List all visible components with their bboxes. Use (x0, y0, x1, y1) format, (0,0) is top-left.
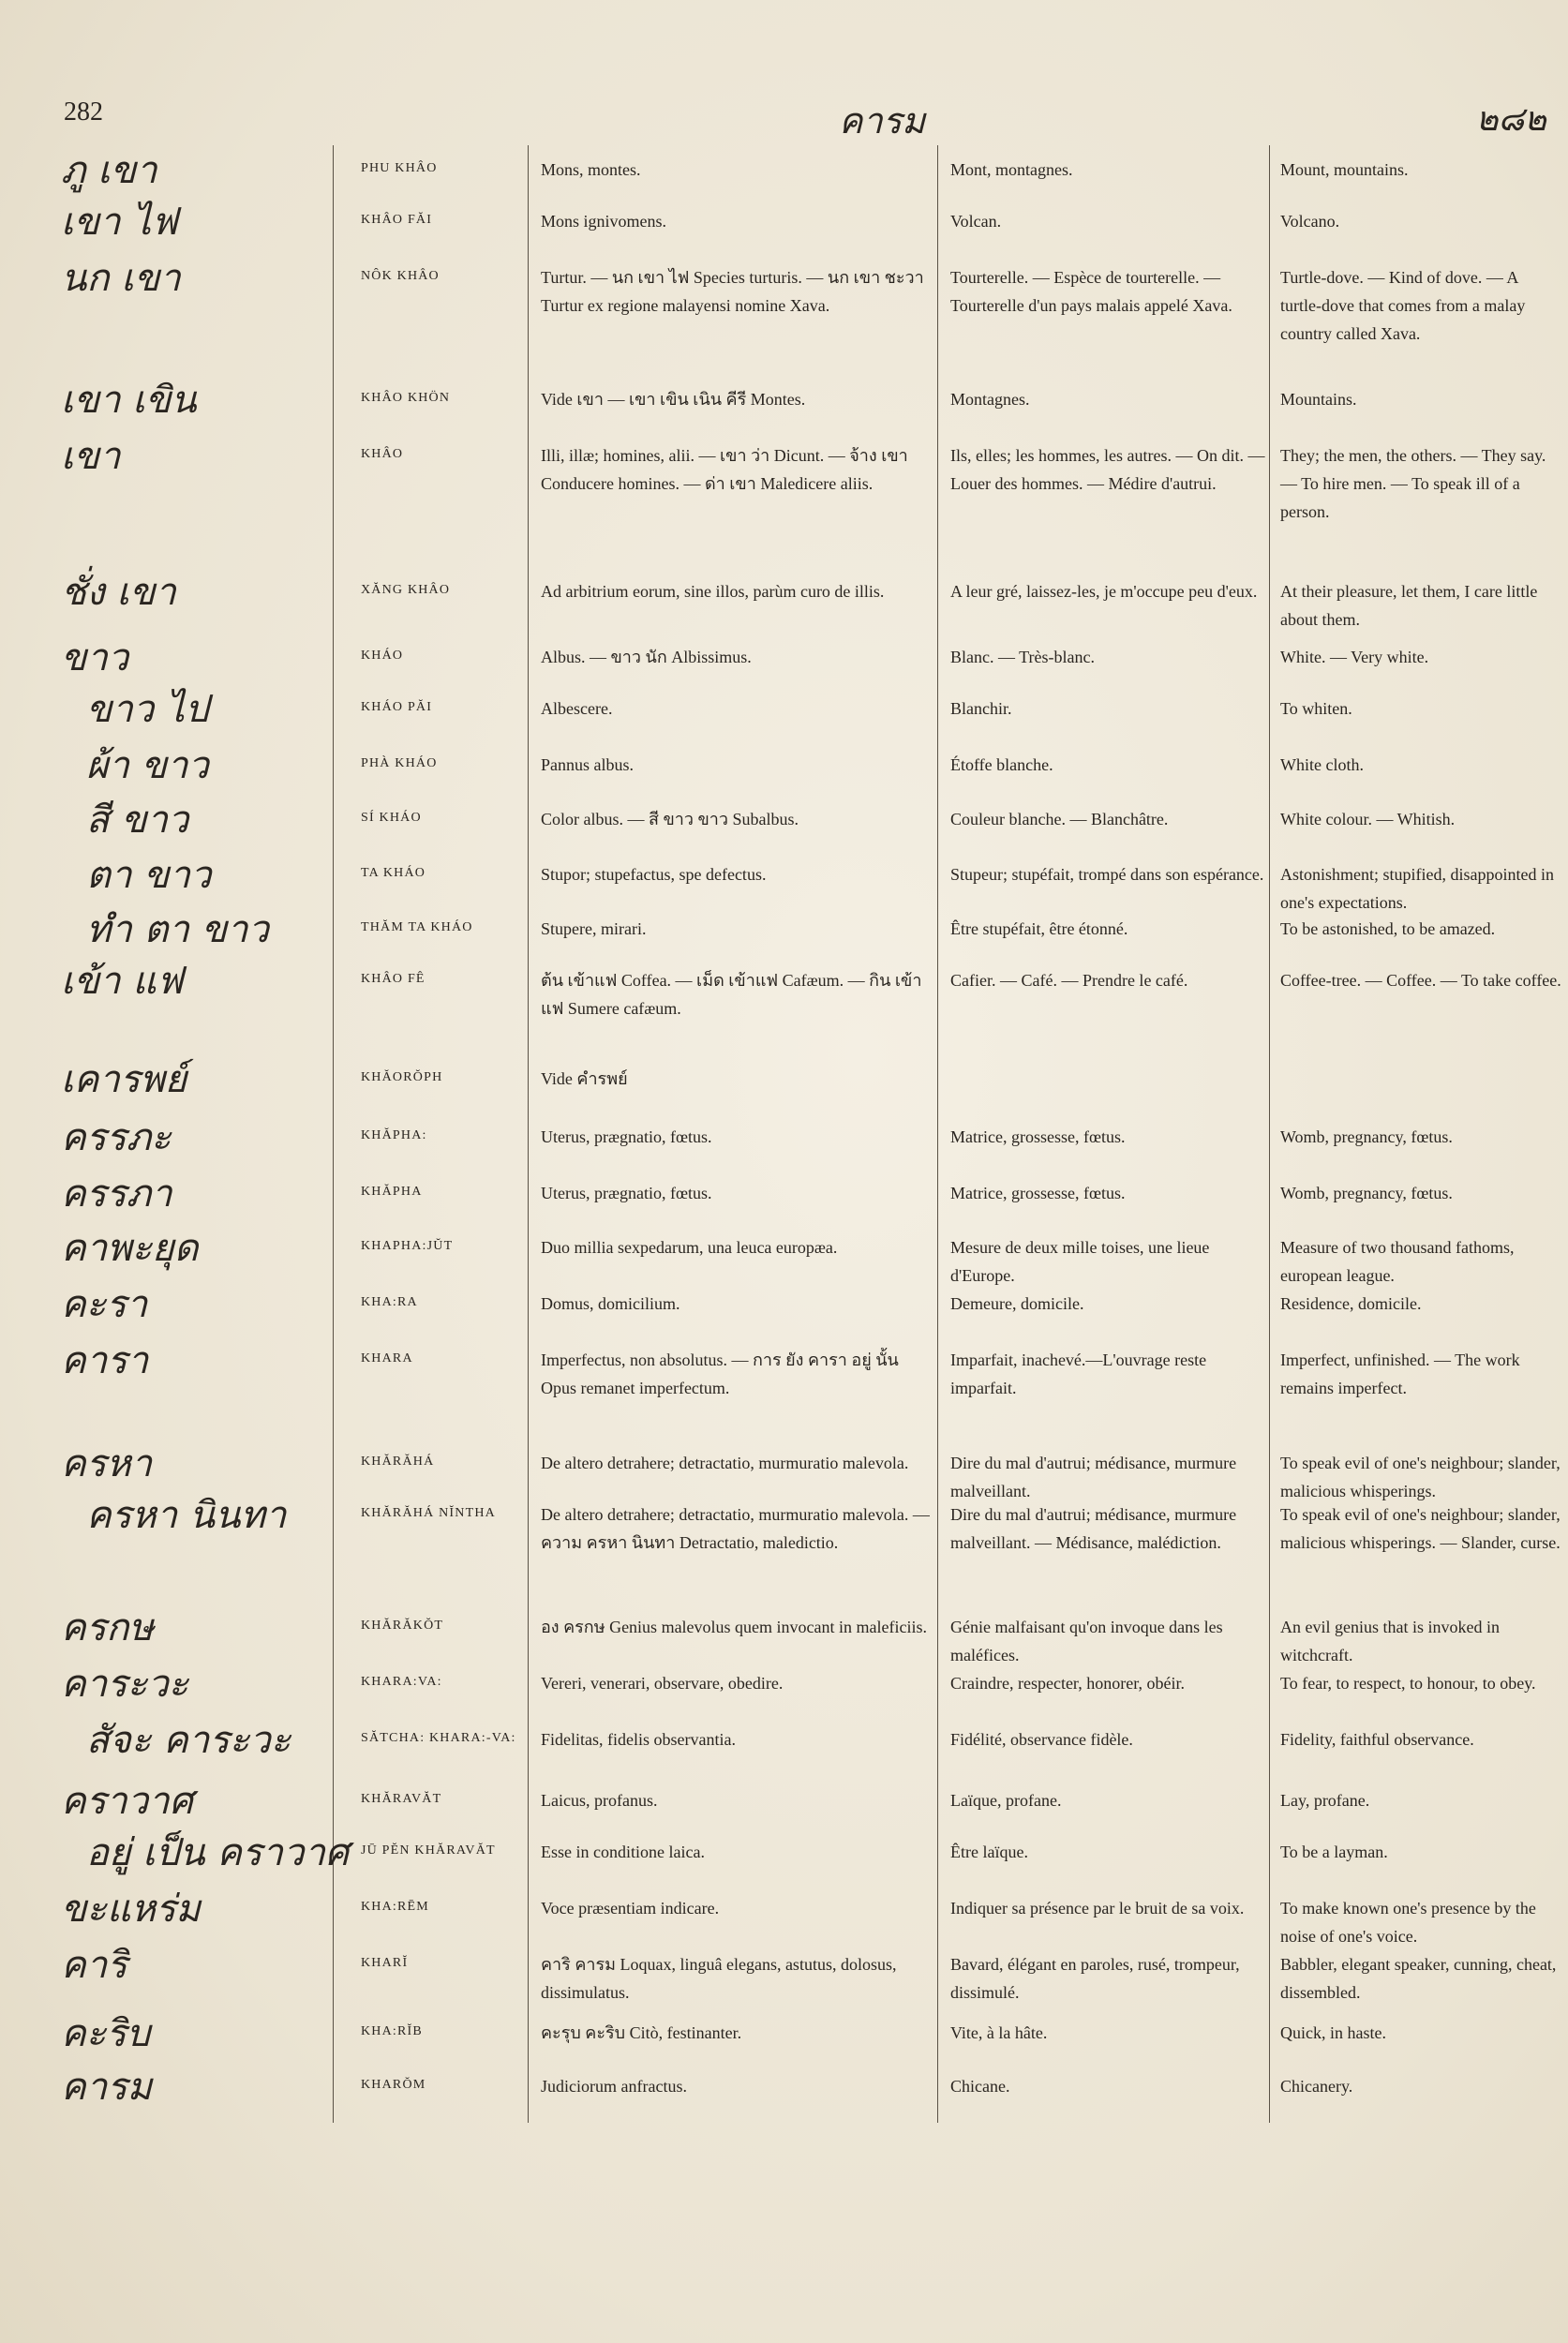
latin-definition: Laicus, profanus. (541, 1791, 658, 1810)
english-definition: Womb, pregnancy, fœtus. (1280, 1127, 1453, 1146)
romanization: THĂM TA KHÁO (361, 920, 473, 934)
romanization: KHÁO PĂI (361, 700, 433, 714)
romanization: KHĂRAVĂT (361, 1792, 442, 1806)
romanization: KHARA:VA: (361, 1675, 442, 1689)
thai-headword: คะริบ (61, 2012, 151, 2055)
latin-definition: De altero detrahere; detractatio, murmuratio malevola. — ความ ครหา นินทา Detractatio, maledictio. (541, 1505, 930, 1552)
english-definition: Volcano. (1280, 212, 1340, 231)
latin-definition: Pannus albus. (541, 755, 634, 774)
romanization: JŪ PĔN KHĂRAVĂT (361, 1843, 496, 1858)
thai-headword: เขา เขิน (61, 379, 197, 422)
romanization: KHÂO KHÖN (361, 391, 451, 405)
english-definition: Astonishment; stupified, disappointed in one's expectations. (1280, 865, 1554, 912)
romanization: TA KHÁO (361, 866, 426, 880)
thai-headword: คาริ (61, 1944, 127, 1987)
french-definition: Tourterelle. — Espèce de tourterelle. — Tourterelle d'un pays malais appelé Xava. (950, 268, 1232, 315)
latin-definition: Color albus. — สี ขาว ขาว Subalbus. (541, 810, 799, 828)
english-definition: Quick, in haste. (1280, 2023, 1386, 2042)
french-definition: Dire du mal d'autrui; médisance, murmure malveillant. (950, 1454, 1237, 1500)
french-definition: Blanchir. (950, 699, 1012, 718)
thai-headword: คาพะยุด (61, 1227, 199, 1270)
latin-definition: Fidelitas, fidelis observantia. (541, 1730, 736, 1749)
latin-definition: Uterus, prægnatio, fœtus. (541, 1184, 712, 1202)
english-definition: Measure of two thousand fathoms, european league. (1280, 1238, 1515, 1285)
latin-definition: Stupere, mirari. (541, 919, 647, 938)
thai-headword: ครกษ (61, 1606, 154, 1649)
english-definition: To whiten. (1280, 699, 1352, 718)
latin-definition: Uterus, prægnatio, fœtus. (541, 1127, 712, 1146)
english-definition: White colour. — Whitish. (1280, 810, 1456, 828)
romanization: PHÀ KHÁO (361, 756, 438, 770)
latin-definition: Vereri, venerari, observare, obedire. (541, 1674, 784, 1693)
romanization: KHÁO (361, 649, 404, 663)
latin-definition: De altero detrahere; detractatio, murmuratio malevola. (541, 1454, 909, 1472)
french-definition: Mont, montagnes. (950, 160, 1073, 179)
romanization: KHĂPHA: (361, 1128, 427, 1142)
romanization: KHÂO (361, 447, 404, 461)
english-definition: Chicanery. (1280, 2077, 1353, 2096)
english-definition: To be astonished, to be amazed. (1280, 919, 1496, 938)
thai-headword: ตา ขาว (86, 854, 212, 897)
english-definition: Imperfect, unfinished. — The work remains imperfect. (1280, 1351, 1520, 1397)
french-definition: Matrice, grossesse, fœtus. (950, 1127, 1126, 1146)
romanization: NÔK KHÂO (361, 269, 440, 283)
english-definition: Babbler, elegant speaker, cunning, cheat, dissembled. (1280, 1955, 1557, 2002)
english-definition: White cloth. (1280, 755, 1364, 774)
french-definition: Être stupéfait, être étonné. (950, 919, 1128, 938)
french-definition: Dire du mal d'autrui; médisance, murmure malveillant. — Médisance, malédiction. (950, 1505, 1237, 1552)
latin-definition: Voce præsentiam indicare. (541, 1899, 720, 1918)
latin-definition: Duo millia sexpedarum, una leuca europæa. (541, 1238, 838, 1257)
french-definition: Laïque, profane. (950, 1791, 1062, 1810)
romanization: KHA:RĬB (361, 2024, 423, 2038)
thai-headword: ชั่ง เขา (61, 571, 176, 614)
latin-definition: Domus, domicilium. (541, 1294, 680, 1313)
page-number-right: ๒๘๒ (1475, 100, 1546, 139)
page-header (56, 92, 1546, 142)
romanization: KHĂRĂHÁ NĬNTHA (361, 1506, 496, 1520)
french-definition: Montagnes. (950, 390, 1030, 409)
thai-headword: คารม (61, 2066, 153, 2109)
thai-headword: ครรภา (61, 1172, 172, 1216)
thai-headword: คารา (61, 1339, 149, 1382)
english-definition: Turtle-dove. — Kind of dove. — A turtle-dove that comes from a malay country called Xava. (1280, 268, 1526, 343)
latin-definition: Vide เขา — เขา เขิน เนิน คีรี Montes. (541, 390, 806, 409)
french-definition: Chicane. (950, 2077, 1010, 2096)
romanization: KHARŎM (361, 2078, 426, 2092)
thai-headword: สี ขาว (86, 798, 189, 842)
french-definition: Volcan. (950, 212, 1002, 231)
english-definition: To speak evil of one's neighbour; slander, malicious whisperings. (1280, 1454, 1561, 1500)
english-definition: Womb, pregnancy, fœtus. (1280, 1184, 1453, 1202)
french-definition: Être laïque. (950, 1843, 1028, 1861)
french-definition: Couleur blanche. — Blanchâtre. (950, 810, 1169, 828)
latin-definition: Esse in conditione laica. (541, 1843, 705, 1861)
french-definition: Vite, à la hâte. (950, 2023, 1048, 2042)
latin-definition: คาริ คารม Loquax, linguâ elegans, astutus, dolosus, dissimulatus. (541, 1955, 897, 2002)
romanization: KHĂRĂKŎT (361, 1619, 444, 1633)
thai-headword: ขะแหร่ม (61, 1888, 201, 1931)
english-definition: Residence, domicile. (1280, 1294, 1422, 1313)
thai-headword: ครรภะ (61, 1116, 172, 1159)
thai-headword: สัจะ คาระวะ (86, 1719, 291, 1762)
thai-headword: คะรา (61, 1283, 148, 1326)
french-definition: Cafier. — Café. — Prendre le café. (950, 971, 1188, 990)
english-definition: Mountains. (1280, 390, 1357, 409)
latin-definition: Imperfectus, non absolutus. — การ ยัง คารา อยู่ นั้น Opus remanet imperfectum. (541, 1351, 899, 1397)
column-divider (528, 145, 529, 2123)
french-definition: Indiquer sa présence par le bruit de sa voix. (950, 1899, 1245, 1918)
romanization: KHA:RA (361, 1295, 418, 1309)
latin-definition: Stupor; stupefactus, spe defectus. (541, 865, 767, 884)
latin-definition: Ad arbitrium eorum, sine illos, parùm curo de illis. (541, 582, 885, 601)
column-divider (937, 145, 938, 2123)
thai-headword: ขาว (61, 636, 129, 679)
thai-headword: เขา ไฟ (61, 201, 178, 244)
thai-headword: อยู่ เป็น คราวาศ (86, 1831, 350, 1874)
french-definition: Stupeur; stupéfait, trompé dans son espérance. (950, 865, 1264, 884)
column-divider (1269, 145, 1270, 2123)
romanization: KHARA (361, 1351, 413, 1366)
latin-definition: คะรุบ คะริบ Citò, festinanter. (541, 2023, 742, 2042)
french-definition: Imparfait, inachevé.—L'ouvrage reste imparfait. (950, 1351, 1207, 1397)
latin-definition: Turtur. — นก เขา ไฟ Species turturis. — นก เขา ชะวา Turtur ex regione malayensi nomine Xava. (541, 268, 924, 315)
french-definition: Fidélité, observance fidèle. (950, 1730, 1133, 1749)
french-definition: Mesure de deux mille toises, une lieue d'Europe. (950, 1238, 1210, 1285)
latin-definition: Mons, montes. (541, 160, 641, 179)
latin-definition: Albus. — ขาว นัก Albissimus. (541, 648, 752, 666)
thai-headword: คาระวะ (61, 1663, 189, 1706)
french-definition: Matrice, grossesse, fœtus. (950, 1184, 1126, 1202)
english-definition: Lay, profane. (1280, 1791, 1370, 1810)
thai-headword: ทำ ตา ขาว (86, 908, 269, 951)
thai-headword: ครหา (61, 1442, 153, 1485)
english-definition: To be a layman. (1280, 1843, 1388, 1861)
latin-definition: ต้น เข้าแฟ Coffea. — เม็ด เข้าแฟ Cafæum. — กิน เข้าแฟ Sumere cafæum. (541, 971, 922, 1018)
romanization: SĂTCHA: KHARA:-VA: (361, 1731, 516, 1745)
english-definition: To speak evil of one's neighbour; slander, malicious whisperings. — Slander, curse. (1280, 1505, 1561, 1552)
english-definition: Fidelity, faithful observance. (1280, 1730, 1474, 1749)
romanization: SÍ KHÁO (361, 811, 422, 825)
latin-definition: Illi, illæ; homines, alii. — เขา ว่า Dicunt. — จ้าง เขา Conducere homines. — ด่า เขา Maledicere aliis. (541, 446, 908, 493)
romanization: KHĂRĂHÁ (361, 1455, 435, 1469)
thai-headword: ผ้า ขาว (86, 744, 209, 787)
romanization: KHÂO FÊ (361, 972, 426, 986)
french-definition: A leur gré, laissez-les, je m'occupe peu d'eux. (950, 582, 1258, 601)
romanization: KHĂORŎPH (361, 1070, 443, 1084)
romanization: KHA:RĒM (361, 1900, 429, 1914)
thai-headword: ขาว ไป (86, 688, 209, 731)
latin-definition: Vide คำรพย์ (541, 1069, 628, 1088)
french-definition: Génie malfaisant qu'on invoque dans les maléfices. (950, 1618, 1223, 1664)
running-head-word: คารม (839, 100, 926, 142)
romanization: KHAPHA:JŬT (361, 1239, 454, 1253)
latin-definition: Albescere. (541, 699, 613, 718)
english-definition: White. — Very white. (1280, 648, 1429, 666)
thai-headword: เขา (61, 435, 121, 478)
french-definition: Étoffe blanche. (950, 755, 1053, 774)
french-definition: Craindre, respecter, honorer, obéir. (950, 1674, 1185, 1693)
thai-headword: เข้า แฟ (61, 960, 184, 1003)
romanization: KHĂPHA (361, 1185, 423, 1199)
thai-headword: คราวาศ (61, 1780, 194, 1823)
english-definition: Mount, mountains. (1280, 160, 1409, 179)
thai-headword: เคารพย์ (61, 1058, 187, 1101)
romanization: XĂNG KHÂO (361, 583, 451, 597)
english-definition: At their pleasure, let them, I care little about them. (1280, 582, 1538, 629)
latin-definition: Mons ignivomens. (541, 212, 667, 231)
romanization: KHARĬ (361, 1956, 409, 1970)
english-definition: They; the men, the others. — They say. — To hire men. — To speak ill of a person. (1280, 446, 1546, 521)
english-definition: To make known one's presence by the noise of one's voice. (1280, 1899, 1536, 1946)
english-definition: An evil genius that is invoked in witchcraft. (1280, 1618, 1500, 1664)
latin-definition: Judiciorum anfractus. (541, 2077, 687, 2096)
romanization: PHU KHÂO (361, 161, 438, 175)
thai-headword: นก เขา (61, 257, 181, 300)
english-definition: Coffee-tree. — Coffee. — To take coffee. (1280, 971, 1561, 990)
column-divider (333, 145, 334, 2123)
latin-definition: อง ครกษ Genius malevolus quem invocant in maleficiis. (541, 1618, 927, 1636)
thai-headword: ภู เขา (61, 149, 157, 192)
french-definition: Ils, elles; les hommes, les autres. — On dit. — Louer des hommes. — Médire d'autrui. (950, 446, 1265, 493)
french-definition: Demeure, domicile. (950, 1294, 1084, 1313)
thai-headword: ครหา นินทา (86, 1494, 287, 1537)
french-definition: Bavard, élégant en paroles, rusé, trompeur, dissimulé. (950, 1955, 1240, 2002)
english-definition: To fear, to respect, to honour, to obey. (1280, 1674, 1536, 1693)
romanization: KHÂO FĂI (361, 213, 433, 227)
french-definition: Blanc. — Très-blanc. (950, 648, 1095, 666)
page-number-left: 282 (64, 97, 103, 127)
